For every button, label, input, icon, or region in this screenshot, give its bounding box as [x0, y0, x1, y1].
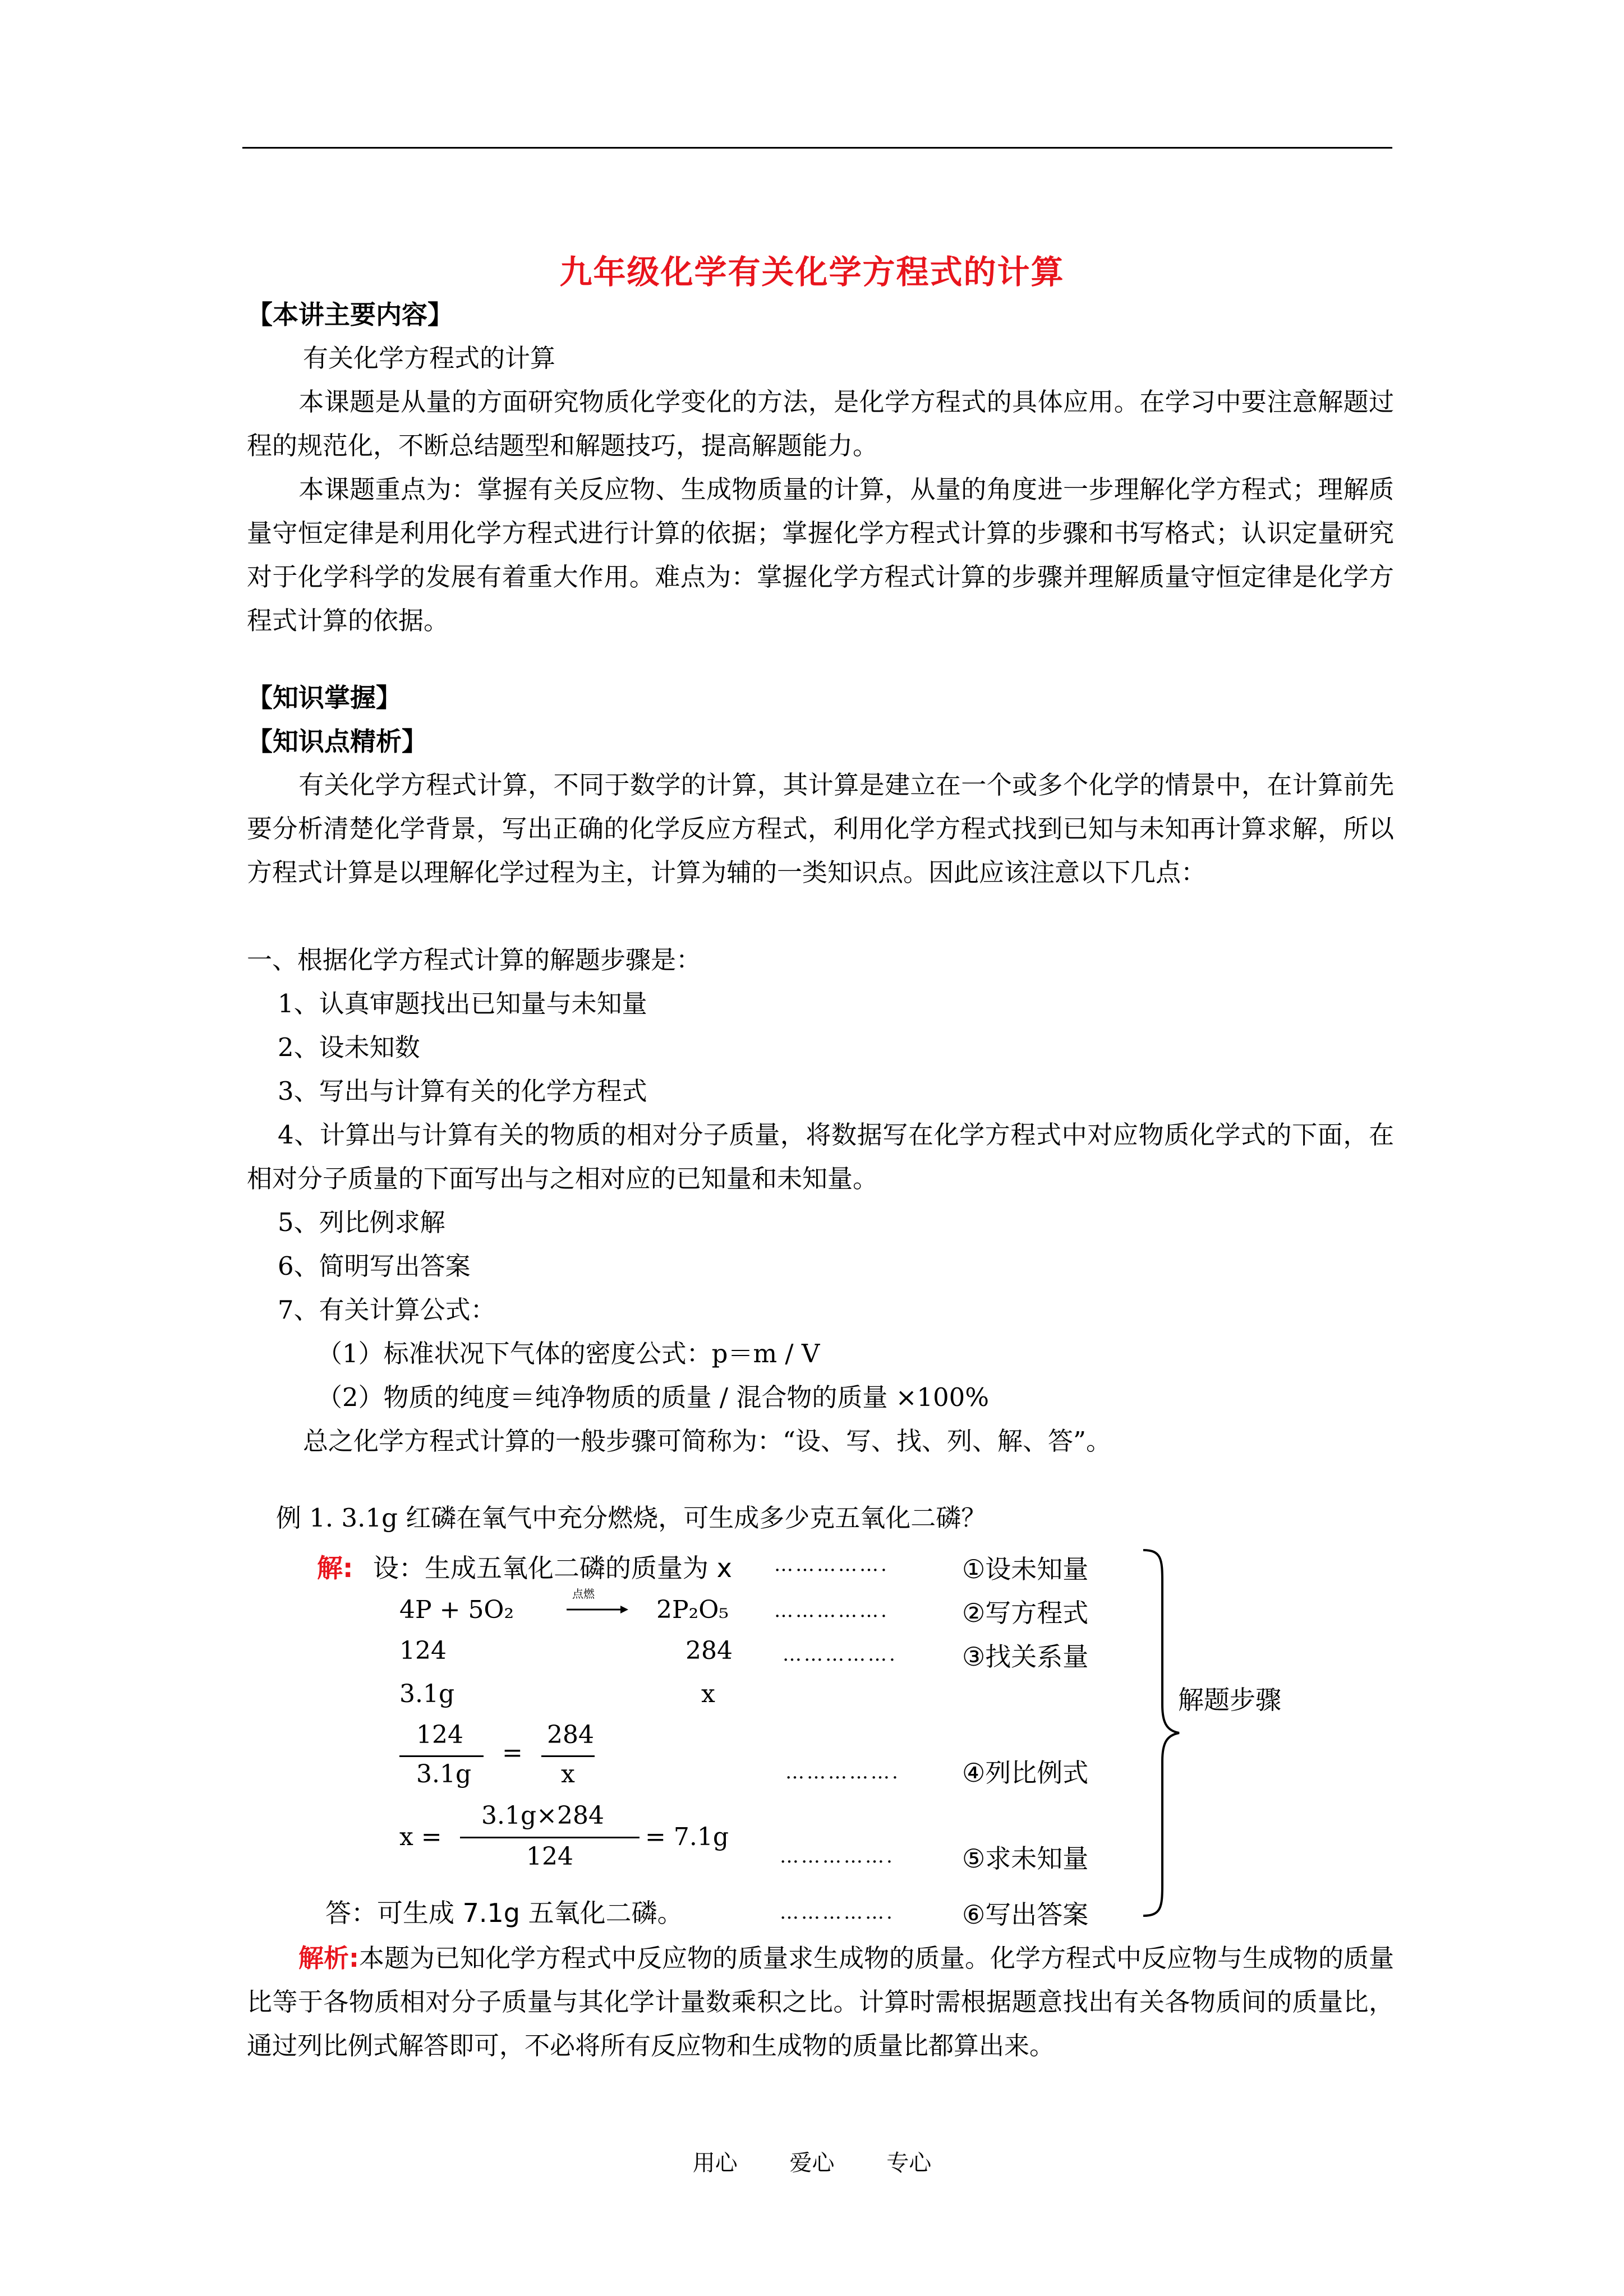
footer-text: 用心 [692, 2150, 738, 2176]
header-rule [242, 147, 1392, 149]
page-title: 九年级化学有关化学方程式的计算 [559, 253, 1065, 291]
page-footer [0, 2145, 1624, 2177]
equation-product: 2P₂O₅ [656, 1596, 729, 1624]
answer-line: 答：可生成 7.1g 五氧化二磷。 [325, 1898, 683, 1928]
paragraph-knowledge: 有关化学方程式计算，不同于数学的计算，其计算是建立在一个或多个化学的情景中，在计算前先要分析清楚化学背景，写出正确的化学反应方程式，利用化学方程式找到已知与未知再计算求解，所以方程式计算是以理解化学过程为主，计算为辅的一类知识点。因此应该注意以下几点： [247, 770, 1394, 887]
list-item: 7、有关计算公式： [278, 1295, 496, 1325]
reaction-arrow-icon [567, 1604, 628, 1615]
section-heading-main-content: 【本讲主要内容】 [247, 299, 453, 330]
step-label: ⑥写出答案 [962, 1899, 1089, 1930]
topic-line: 有关化学方程式的计算 [303, 343, 556, 373]
list-item: 1、认真审题找出已知量与未知量 [278, 989, 647, 1018]
list-item-4: 4、计算出与计算有关的物质的相对分子质量，将数据写在化学方程式中对应物质化学式的下面，在相对分子质量的下面写出与之相对应的已知量和未知量。 [247, 1120, 1394, 1193]
dot-leader: ……………. [774, 1553, 889, 1576]
ratio-equals: = [502, 1739, 523, 1767]
solve-result: = 7.1g [645, 1823, 729, 1851]
example-question: 例 1. 3.1g 红磷在氧气中充分燃烧，可生成多少克五氧化二磷？ [276, 1503, 987, 1533]
solve-denominator: 124 [526, 1842, 573, 1871]
dot-leader: ……………. [774, 1599, 889, 1622]
footer-text: 爱心 [789, 2150, 835, 2176]
list-title: 一、根据化学方程式计算的解题步骤是： [247, 945, 702, 975]
fraction-bar [541, 1755, 595, 1757]
list-item: 6、简明写出答案 [278, 1251, 471, 1281]
arrow-condition: 点燃 [572, 1587, 595, 1601]
ratio-numerator-2: 284 [547, 1721, 594, 1749]
fraction-bar [460, 1837, 640, 1838]
step-label: ③找关系量 [962, 1642, 1089, 1672]
solution-label: 解: [317, 1553, 353, 1583]
solve-x-label: x = [399, 1823, 442, 1851]
summary-line: 总之化学方程式计算的一般步骤可简称为：“设、写、找、列、解、答”。 [303, 1426, 1112, 1456]
analysis-label: 解析: [298, 1943, 359, 1973]
dot-leader: ……………. [780, 1901, 895, 1924]
fraction-bar [399, 1755, 484, 1757]
formula-purity: （2）物质的纯度＝纯净物质的质量 / 混合物的质量 ×100% [317, 1382, 990, 1412]
ratio-numerator-1: 124 [416, 1721, 463, 1749]
list-item: 5、列比例求解 [278, 1207, 445, 1237]
equation-reactants: 4P + 5O₂ [399, 1596, 514, 1624]
paragraph-key-points: 本课题重点为：掌握有关反应物、生成物质量的计算，从量的角度进一步理解化学方程式；理解质量守恒定律是利用化学方程式进行计算的依据；掌握化学方程式计算的步骤和书写格式；认识定量研究对于化学科学的发展有着重大作用。难点为：掌握化学方程式计算的步骤并理解质量守恒定律是化学方程式计算的依据。 [247, 474, 1394, 635]
mr-product: 284 [686, 1636, 733, 1665]
footer-text: 专心 [886, 2150, 932, 2176]
step-label: ②写方程式 [962, 1598, 1089, 1628]
list-item: 3、写出与计算有关的化学方程式 [278, 1076, 647, 1106]
step-label: ④列比例式 [962, 1758, 1089, 1788]
dot-leader: ……………. [780, 1845, 895, 1868]
unknown-mass: x [701, 1680, 715, 1708]
right-brace-icon [1139, 1548, 1184, 1918]
dot-leader: ……………. [785, 1761, 900, 1783]
section-heading-knowledge: 【知识掌握】 [247, 683, 402, 713]
known-mass: 3.1g [399, 1680, 455, 1708]
solution-let-line: 设：生成五氧化二磷的质量为 x [373, 1553, 732, 1583]
solve-numerator: 3.1g×284 [481, 1801, 604, 1830]
step-label: ①设未知量 [962, 1554, 1089, 1584]
dot-leader: ……………. [783, 1643, 898, 1666]
list-item: 2、设未知数 [278, 1032, 420, 1062]
mr-reactant: 124 [399, 1636, 447, 1665]
analysis-paragraph: 解析:本题为已知化学方程式中反应物的质量求生成物的质量。化学方程式中反应物与生成物的质量比等于各物质相对分子质量与其化学计量数乘积之比。计算时需根据题意找出有关各物质间的质量比，通过列比例式解答即可，不必将所有反应物和生成物的质量比都算出来。 [247, 1943, 1395, 2060]
paragraph-intro: 本课题是从量的方面研究物质化学变化的方法，是化学方程式的具体应用。在学习中要注意解题过程的规范化，不断总结题型和解题技巧，提高解题能力。 [247, 387, 1394, 460]
step-label: ⑤求未知量 [962, 1843, 1089, 1874]
formula-density: （1）标准状况下气体的密度公式：p＝m / V [317, 1339, 820, 1368]
section-subheading-analysis: 【知识点精析】 [247, 726, 427, 757]
brace-label: 解题步骤 [1178, 1685, 1281, 1715]
ratio-denominator-2: x [561, 1760, 575, 1788]
ratio-denominator-1: 3.1g [416, 1760, 472, 1788]
